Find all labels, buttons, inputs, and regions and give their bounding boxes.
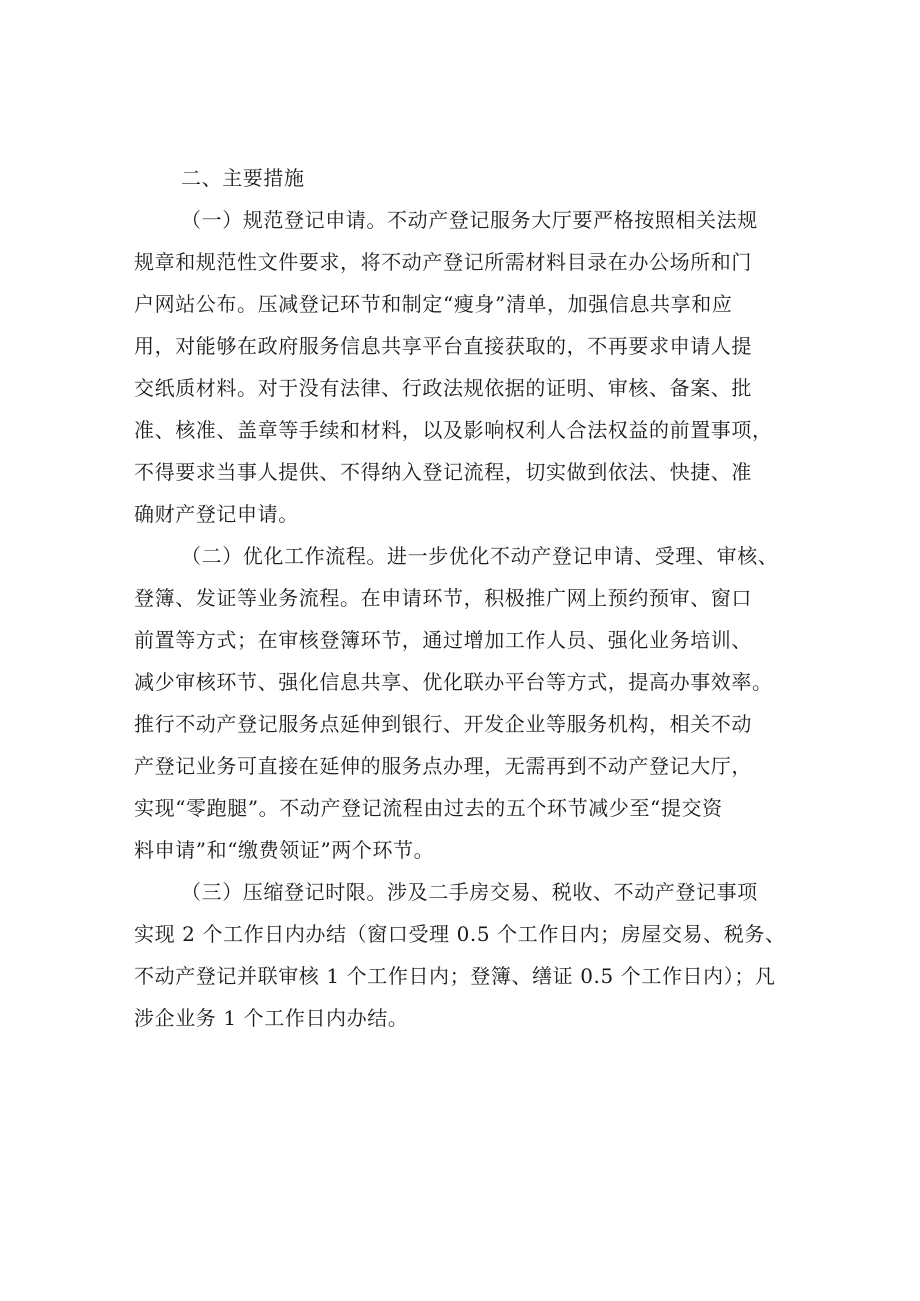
- paragraph-2-line-3: 前置等方式；在审核登簿环节，通过增加工作人员、强化业务培训、: [134, 628, 752, 652]
- paragraph-2-line-8: 料申请”和“缴费领证”两个环节。: [134, 838, 435, 862]
- paragraph-1-line-1: （一）规范登记申请。不动产登记服务大厅要严格按照相关法规: [181, 208, 758, 232]
- paragraph-2-line-1: （二）优化工作流程。进一步优化不动产登记申请、受理、审核、: [181, 544, 779, 568]
- paragraph-2-line-7: 实现“零跑腿”。不动产登记流程由过去的五个环节减少至“提交资: [134, 796, 723, 820]
- paragraph-2-line-5: 推行不动产登记服务点延伸到银行、开发企业等服务机构，相关不动: [134, 712, 752, 736]
- section-heading: 二、主要措施: [181, 166, 305, 190]
- paragraph-2-line-4: 减少审核环节、强化信息共享、优化联办平台等方式，提高办事效率。: [134, 670, 773, 694]
- paragraph-1-line-5: 交纸质材料。对于没有法律、行政法规依据的证明、审核、备案、批: [134, 376, 752, 400]
- paragraph-1-line-4: 用，对能够在政府服务信息共享平台直接获取的，不再要求申请人提: [134, 334, 752, 358]
- paragraph-3-line-4: 涉企业务 1 个工作日内办结。: [134, 1006, 409, 1030]
- paragraph-2-line-6: 产登记业务可直接在延伸的服务点办理，无需再到不动产登记大厅，: [134, 754, 752, 778]
- paragraph-3-line-3: 不动产登记并联审核 1 个工作日内；登簿、缮证 0.5 个工作日内）；凡: [134, 964, 776, 988]
- paragraph-1-line-3: 户网站公布。压减登记环节和制定“瘦身”清单，加强信息共享和应: [134, 292, 733, 316]
- paragraph-3-line-2: 实现 2 个工作日内办结（窗口受理 0.5 个工作日内；房屋交易、税务、: [134, 922, 786, 946]
- paragraph-3-line-1: （三）压缩登记时限。涉及二手房交易、税收、不动产登记事项: [181, 880, 758, 904]
- paragraph-2-line-2: 登簿、发证等业务流程。在申请环节，积极推广网上预约预审、窗口: [134, 586, 752, 610]
- paragraph-1-line-2: 规章和规范性文件要求，将不动产登记所需材料目录在办公场所和门: [134, 250, 752, 274]
- paragraph-1-line-7: 不得要求当事人提供、不得纳入登记流程，切实做到依法、快捷、准: [134, 460, 752, 484]
- paragraph-1-line-6: 准、核准、盖章等手续和材料，以及影响权利人合法权益的前置事项，: [134, 418, 773, 442]
- paragraph-1-line-8: 确财产登记申请。: [134, 502, 299, 526]
